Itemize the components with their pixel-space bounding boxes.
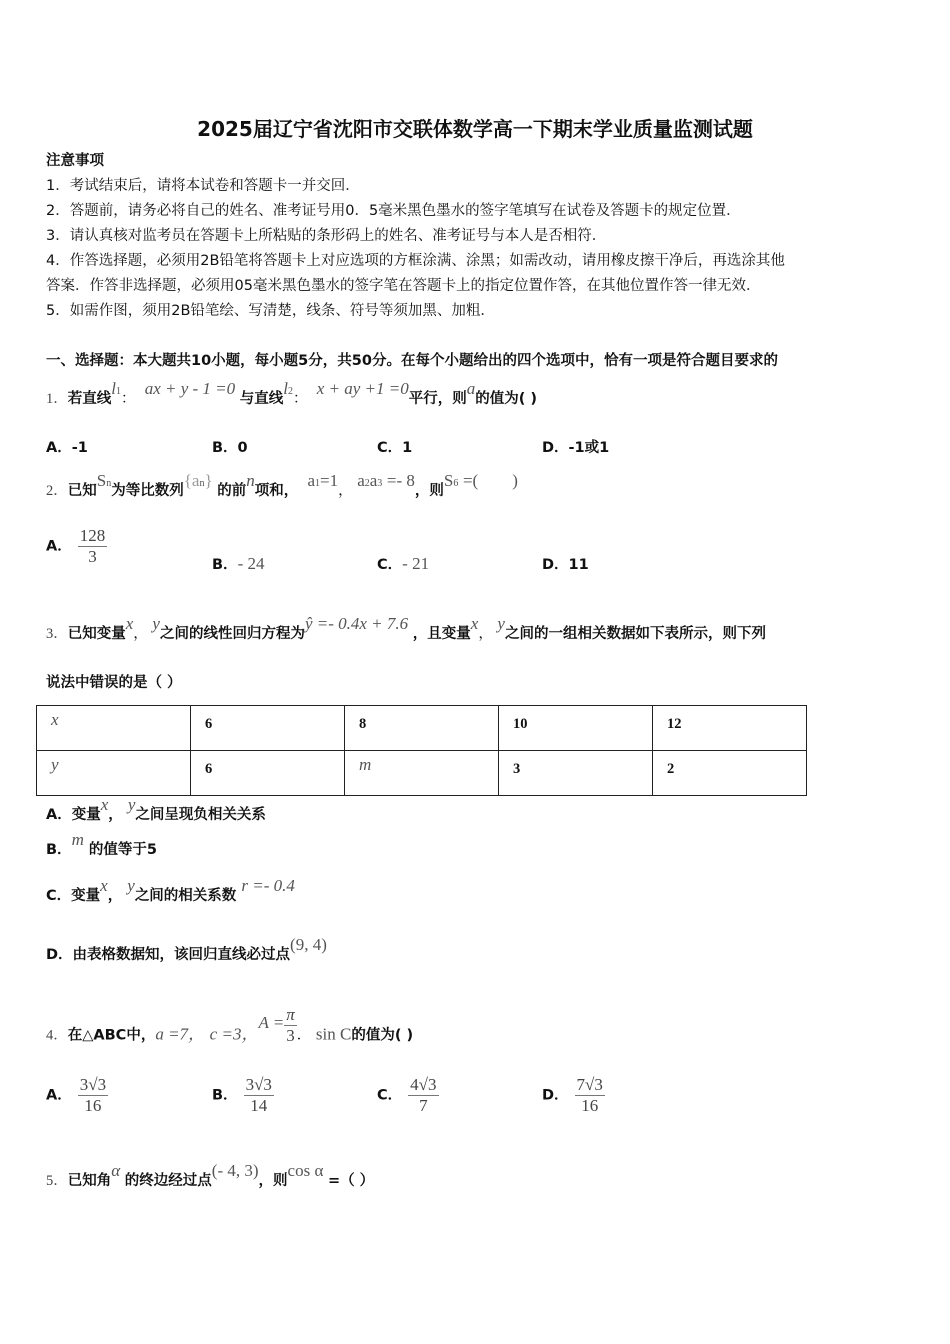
note-item: 2．答题前，请务必将自己的姓名、准考证号用0．5毫米黑色墨水的签字笔填写在试卷及答题卡的规定位置．: [46, 203, 741, 219]
option-b: [212, 1075, 274, 1116]
section-heading: 一、选择题：本大题共10小题，每小题5分，共50分。在每个小题给出的四个选项中，恰有一项是符合题目要求的: [46, 353, 778, 369]
fraction: [408, 1075, 438, 1116]
question-1: [46, 379, 538, 411]
math: - 24: [237, 554, 265, 573]
option-d: [542, 553, 589, 574]
option-label: B．: [212, 1087, 238, 1104]
q-text: 之间的一组相关数据如下表所示，则下列: [504, 626, 766, 642]
q-number: 5．: [46, 1173, 68, 1189]
note-item: 1．考试结束后，请将本试卷和答题卡一并交回．: [46, 178, 360, 194]
table-cell: m: [345, 751, 499, 796]
q-text: ，: [107, 888, 123, 904]
question-2: [46, 471, 518, 503]
data-table: [36, 705, 807, 796]
question-4: [46, 1005, 414, 1056]
denominator: 14: [250, 1096, 268, 1115]
fraction: [284, 1005, 297, 1046]
math: ŷ =- 0.4x + 7.6: [304, 614, 409, 633]
math: 2: [364, 478, 370, 489]
option-a: [46, 526, 107, 567]
q-text: ，: [108, 807, 123, 823]
math: ax + y - 1 =0: [144, 379, 236, 398]
q-text: 项和，: [254, 483, 299, 499]
math: y: [127, 795, 136, 814]
q-number: 3．: [46, 626, 68, 642]
math: S: [96, 471, 107, 490]
q-text: 的值为( ): [351, 1027, 414, 1044]
denominator: 16: [581, 1096, 599, 1115]
math: 3: [377, 478, 383, 489]
option-d: [46, 935, 327, 965]
fraction: [575, 1075, 605, 1116]
option-label: C．: [377, 557, 403, 573]
table-cell: 10: [499, 706, 653, 751]
numerator: 3√3: [245, 1075, 272, 1094]
page-title: 2025届辽宁省沈阳市交联体数学高一下期末学业质量监测试题: [197, 117, 753, 141]
math: =( ): [462, 471, 518, 490]
table-cell: 6: [191, 706, 345, 751]
notes-heading: 注意事项: [46, 153, 104, 169]
math: a: [307, 471, 315, 490]
numerator: 7√3: [576, 1075, 603, 1094]
math: l: [111, 379, 116, 398]
note-item: 4．作答选择题，必须用2B铅笔将答题卡上对应选项的方框涂满、涂黑；如需改动，请用橡皮擦干净后，再选涂其他: [46, 253, 785, 269]
math: =1: [319, 471, 339, 490]
question-5: [46, 1161, 375, 1191]
math: cos α: [287, 1161, 324, 1180]
math: c =3，: [209, 1024, 259, 1044]
math: y: [152, 614, 160, 633]
q-text: 已知角: [67, 1173, 112, 1189]
numerator: 128: [79, 526, 106, 545]
q-number: 2．: [46, 483, 68, 499]
option-c: [377, 553, 429, 574]
option-label: D．: [542, 1087, 569, 1104]
q-text: ，: [338, 483, 353, 499]
table-cell: y: [37, 751, 191, 796]
note-item: 答案．作答非选择题，必须用05毫米黑色墨水的签字笔在答题卡上的指定位置作答，在其他位置作答一律无效．: [46, 278, 761, 294]
math: y: [497, 614, 505, 633]
denominator: 3: [88, 547, 97, 566]
math: m: [71, 830, 84, 849]
option-label: A．: [46, 1087, 72, 1104]
q-text: 平行，则: [408, 391, 467, 407]
q-text: ，且变量: [412, 626, 471, 642]
fraction: [78, 1075, 108, 1116]
q-text: 的终边经过点: [124, 1173, 212, 1189]
table-cell: x: [37, 706, 191, 751]
table-row: [37, 706, 807, 751]
denominator: 7: [419, 1096, 428, 1115]
math: (9, 4): [290, 935, 327, 954]
math: S: [443, 471, 454, 490]
option-label: A．: [46, 538, 72, 555]
math: r =- 0.4: [241, 876, 295, 895]
math: α: [111, 1161, 121, 1180]
numerator: 4√3: [410, 1075, 437, 1094]
q-text: 的值为( ): [475, 391, 538, 407]
q-number: 4．: [46, 1027, 68, 1044]
option-b: [212, 553, 264, 574]
option-c: C．1: [377, 440, 413, 456]
math: - 21: [402, 554, 430, 573]
q-text: 若直线: [67, 391, 112, 407]
math: sin C: [315, 1024, 352, 1044]
math: A =: [258, 1012, 285, 1032]
math: x + ay +1 =0: [316, 379, 409, 398]
math: a: [466, 379, 476, 398]
option-a: A．-1: [46, 440, 88, 456]
numerator: 3√3: [79, 1075, 107, 1094]
math: {a: [183, 471, 200, 490]
table-cell: 3: [499, 751, 653, 796]
math: 1: [314, 478, 320, 489]
fraction: [244, 1075, 274, 1116]
math: x: [100, 795, 109, 814]
option-c: [46, 876, 295, 906]
option-a: [46, 1075, 108, 1116]
math: 2: [288, 386, 293, 397]
option-text: 之间的相关系数: [134, 888, 237, 904]
math: (- 4, 3): [211, 1161, 259, 1180]
math: }: [204, 471, 213, 490]
math: n: [106, 478, 112, 489]
option-d: D．-1或1: [542, 440, 610, 456]
note-item: 3．请认真核对监考员在答题卡上所粘贴的条形码上的姓名、准考证号与本人是否相符．: [46, 228, 607, 244]
q-text: 的前: [217, 483, 247, 499]
option-label: C．: [377, 1087, 403, 1104]
q-text: ：: [120, 391, 136, 407]
denominator: 16: [84, 1096, 102, 1115]
math: l: [283, 379, 288, 398]
math: 6: [453, 478, 459, 489]
option-label: D．: [542, 557, 569, 573]
math: x: [470, 614, 479, 633]
q-text: ，: [133, 626, 148, 642]
option-text: A．变量: [46, 807, 101, 823]
math: n: [246, 471, 255, 490]
option-b: [46, 830, 157, 860]
table-cell: 12: [653, 706, 807, 751]
q-text: ．: [296, 1027, 312, 1044]
q-text: ，则: [258, 1173, 288, 1189]
question-3-line2: 说法中错误的是（ ）: [46, 675, 182, 691]
q-text: ：: [293, 391, 308, 407]
math: y: [127, 876, 135, 895]
q-text: 与直线: [239, 391, 284, 407]
option-d: [542, 1075, 605, 1116]
math: x: [100, 876, 108, 895]
option-a: [46, 795, 266, 825]
q-text: ，: [478, 626, 493, 642]
option-text: C．变量: [46, 888, 101, 904]
q-number: 1．: [46, 391, 68, 407]
option-text: 的值等于5: [88, 842, 157, 858]
math: =- 8: [386, 471, 415, 490]
math: a =7，: [155, 1024, 206, 1044]
fraction: [78, 526, 108, 567]
q-text: 为等比数列: [111, 483, 184, 499]
q-text: 之间的线性回归方程为: [159, 626, 305, 642]
question-3: [46, 614, 766, 644]
option-label: B．: [212, 557, 238, 573]
math: a: [357, 471, 365, 490]
denominator: 3: [286, 1026, 295, 1045]
q-text: ，则: [414, 483, 444, 499]
q-text: 已知变量: [67, 626, 126, 642]
table-cell: 8: [345, 706, 499, 751]
option-text: D．由表格数据知，该回归直线必过点: [46, 947, 291, 963]
note-item: 5．如需作图，须用2B铅笔绘、写清楚，线条、符号等须加黑、加粗．: [46, 303, 495, 319]
option-b: B．0: [212, 440, 248, 456]
q-text: 在△ABC中，: [67, 1027, 156, 1044]
math: n: [199, 478, 205, 489]
numerator: π: [286, 1005, 295, 1024]
option-c: [377, 1075, 439, 1116]
math: a: [369, 471, 378, 490]
table-cell: 6: [191, 751, 345, 796]
option-value: 11: [568, 557, 589, 573]
table-row: [37, 751, 807, 796]
option-text: B．: [46, 842, 72, 858]
math: x: [125, 614, 134, 633]
math: 1: [115, 386, 121, 397]
option-text: 之间呈现负相关关系: [135, 807, 266, 823]
q-text: 已知: [67, 483, 97, 499]
table-cell: 2: [653, 751, 807, 796]
q-text: =（ ）: [327, 1173, 375, 1189]
